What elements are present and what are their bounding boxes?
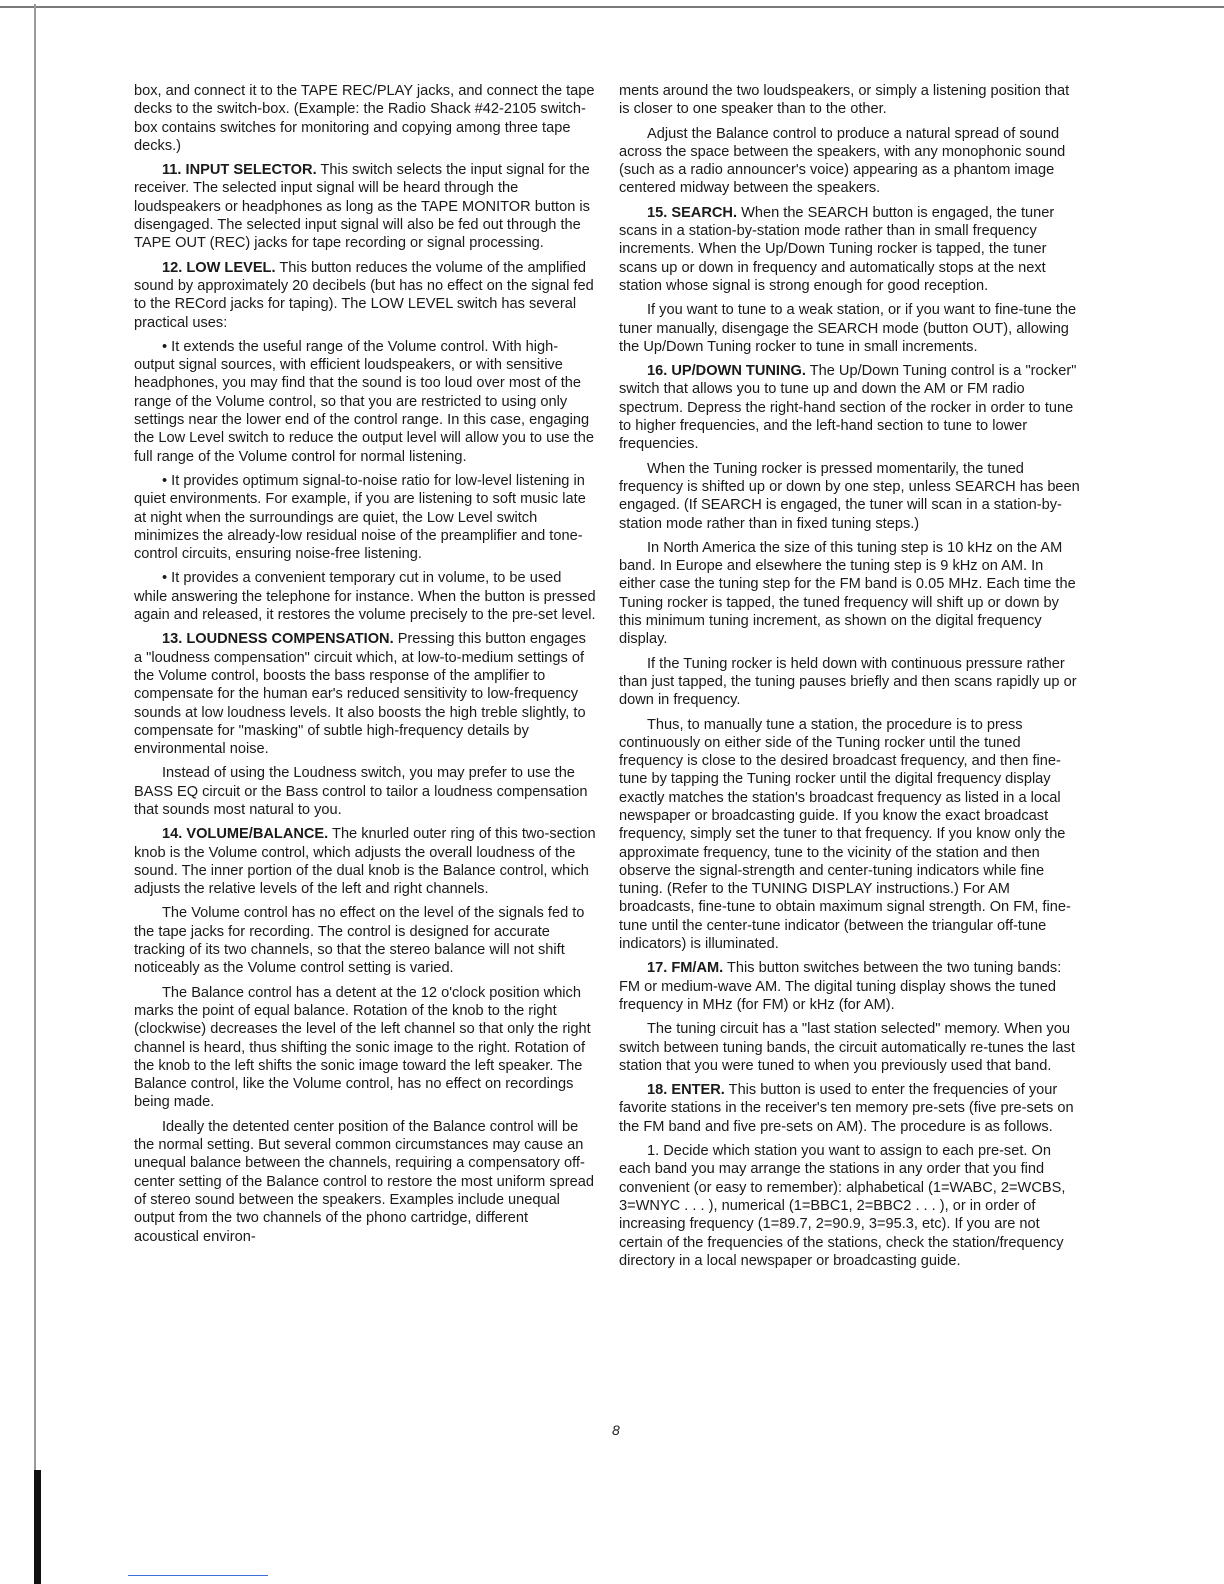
paragraph-text: The knurled outer ring of this two-section knob is the Volume control, which adjusts the overall loudness of the sound. The inner portion of the dual knob is the Balance control, which adjusts the relative levels of the left and right channels. — [134, 826, 596, 898]
paragraph — [134, 569, 596, 624]
paragraph-text: Ideally the detented center position of the Balance control will be the normal setting. But several common circumstances may cause an unequal balance between the channels, requiring a compensatory off-center setting of the Balance control to restore the most uniform spread of stereo sound between the speakers. Examples include unequal output from the two channels of the phono cartridge, different acoustical environ- — [134, 1118, 594, 1245]
paragraph-text: 1. Decide which station you want to assign to each pre-set. On each band you may arrange the stations in any order that you find convenient (or easy to remember): alphabetical (1=WABC, 2=WCBS, 3=WNYC . . . ), numerical (1=BBC1, 2=BBC2 . . . ), or in order of increasing frequency (1=89.7, 2=90.9, 3=95.3, etc). If you are not certain of the frequencies of the stations, check the station/frequency directory in a local newspaper or broadcasting guide. — [619, 1143, 1066, 1269]
paragraph-text: If the Tuning rocker is held down with continuous pressure rather than just tapped, the tuning pauses briefly and then scans rapidly up or down in frequency. — [619, 655, 1077, 709]
paragraph-text: Adjust the Balance control to produce a natural spread of sound across the space between the speakers, with any monophonic sound (such as a radio announcer's voice) appearing as a phantom image centered midway between the speakers. — [619, 125, 1066, 197]
paragraph — [134, 904, 596, 977]
paragraph — [134, 472, 596, 563]
paragraph — [134, 1118, 596, 1246]
paragraph-text: In North America the size of this tuning step is 10 kHz on the AM band. In Europe and elsewhere the tuning step is 9 kHz on AM. In either case the tuning step for the FM band is 0.05 MHz. Each time the Tuning rocker is tapped, the tuned frequency will shift up or down by this minimum tuning increment, as shown on the digital frequency display. — [619, 539, 1076, 648]
paragraph-text: If you want to tune to a weak station, or if you want to fine-tune the tuner manually, disengage the SEARCH mode (button OUT), allowing the Up/Down Tuning rocker to tune in small increments. — [619, 302, 1077, 355]
paragraph-text: ments around the two loudspeakers, or simply a listening position that is closer to one speaker than to the other. — [619, 83, 1070, 118]
section-heading: 11. INPUT SELECTOR. — [162, 162, 317, 179]
paragraph — [619, 1142, 1081, 1270]
paragraph-text: Thus, to manually tune a station, the procedure is to press continuously on either side of the Tuning rocker until the tuned frequency is close to the desired broadcast frequency, and then fine-tune by tapping the Tuning rocker until the digital frequency display exactly matches the station's broadcast frequency as listed in a local newspaper or broadcasting guide. If you know the exact broadcast frequency, simply set the tuner to that frequency. If you know only the approximate frequency, tune to the vicinity of the station and then observe the signal-strength and center-tuning indicators while fine tuning. (Refer to the TUNING DISPLAY instructions.) For AM broadcasts, fine-tune to obtain maximum signal strength. On FM, fine-tune until the center-tune indicator (between the triangular off-tune indicators) is illuminated. — [619, 716, 1071, 953]
section-heading: 14. VOLUME/BALANCE. — [162, 826, 329, 843]
paragraph — [619, 1081, 1081, 1136]
section-heading: 15. SEARCH. — [647, 204, 738, 221]
paragraph — [619, 362, 1081, 453]
paragraph-text: This button is used to enter the frequencies of your favorite stations in the receiver's ten memory pre-sets (five pre-sets on the FM band and five pre-sets on AM). The procedure is as follows. — [619, 1082, 1074, 1135]
paragraph — [134, 630, 596, 758]
paragraph — [619, 82, 1081, 119]
paragraph — [134, 825, 596, 898]
paragraph-text: box, and connect it to the TAPE REC/PLAY jacks, and connect the tape decks to the switch-box. (Example: the Radio Shack #42-2105 switch-box contains switches for monitoring and copying among three tape decks.) — [134, 83, 595, 154]
paragraph-text: When the SEARCH button is engaged, the tuner scans in a station-by-station mode rather than in small frequency increments. When the Up/Down Tuning rocker is tapped, the tuner scans up or down in frequency and automatically stops at the next station whose signal is strong enough for good reception. — [619, 204, 1055, 294]
paragraph — [619, 125, 1081, 198]
paragraph-text: The Balance control has a detent at the 12 o'clock position which marks the point of equal balance. Rotation of the knob to the right (clockwise) decreases the level of the left channel so that only the right channel is heard, thus shifting the sonic image to the right. Rotation of the knob to the left shifts the sonic image toward the left speaker. The Balance control, like the Volume control, has no effect on recordings being made. — [134, 984, 591, 1111]
paragraph-text: The Volume control has no effect on the level of the signals fed to the tape jacks for recording. The control is designed for accurate tracking of its two channels, so that the stereo balance will not shift noticeably as the Volume control setting is varied. — [134, 905, 585, 977]
paragraph — [619, 655, 1081, 710]
paragraph — [619, 959, 1081, 1014]
paragraph — [134, 764, 596, 819]
left-column — [134, 82, 596, 1252]
paragraph-text: Instead of using the Loudness switch, you may prefer to use the BASS EQ circuit or the Bass control to tailor a loudness compensation that sounds most natural to you. — [134, 765, 588, 818]
paragraph-text: When the Tuning rocker is pressed momentarily, the tuned frequency is shifted up or down by one step, unless SEARCH has been engaged. (If SEARCH is engaged, the tuner will scan in a station-by-station mode rather than in fixed tuning steps.) — [619, 460, 1080, 532]
page-number: 8 — [612, 1422, 620, 1438]
paragraph-text: Pressing this button engages a "loudness compensation" circuit which, at low-to-medium settings of the Volume control, boosts the bass response of the amplifier to compensate for the human ear's reduced sensitivity to low-frequency sounds at low loudness levels. It also boosts the high treble slightly, to compensate for "masking" of subtle high-frequency details by environmental noise. — [134, 631, 586, 758]
section-heading: 18. ENTER. — [647, 1082, 725, 1099]
paragraph-text: This button reduces the volume of the amplified sound by approximately 20 decibels (but has no effect on the signal fed to the RECord jacks for taping). The LOW LEVEL switch has several practical uses: — [134, 259, 594, 331]
paragraph — [134, 161, 596, 252]
scan-bottom-mark — [128, 1575, 268, 1576]
scan-binding-shadow — [34, 1470, 41, 1584]
paragraph-text: This switch selects the input signal for the receiver. The selected input signal will be heard through the loudspeakers or headphones as long as the TAPE MONITOR button is disengaged. The selected input signal will also be fed out through the TAPE OUT (REC) jacks for tape recording or signal processing. — [134, 162, 590, 252]
paragraph — [134, 259, 596, 332]
paragraph — [134, 984, 596, 1112]
paragraph-text: This button switches between the two tuning bands: FM or medium-wave AM. The digital tuning display shows the tuned frequency in MHz (for FM) or kHz (for AM). — [619, 960, 1062, 1013]
paragraph-text: • It extends the useful range of the Volume control. With high-output signal sources, with efficient loudspeakers, or with sensitive headphones, you may find that the sound is too loud over most of the range of the Volume control, so that you are restricted to using only settings near the lower end of the control range. In this case, engaging the Low Level switch to reduce the output level will allow you to use the full range of the Volume control for normal listening. — [134, 338, 594, 465]
paragraph — [134, 82, 596, 155]
paragraph-text: • It provides a convenient temporary cut in volume, to be used while answering the telephone for instance. When the button is pressed again and released, it restores the volume precisely to the pre-set level. — [134, 570, 596, 624]
section-heading: 16. UP/DOWN TUNING. — [647, 363, 806, 380]
section-heading: 12. LOW LEVEL. — [162, 259, 276, 276]
paragraph — [619, 539, 1081, 649]
paragraph — [619, 1020, 1081, 1075]
paragraph-text: The Up/Down Tuning control is a "rocker" switch that allows you to tune up and down the AM or FM radio spectrum. Depress the right-hand section of the rocker in order to tune to higher frequencies, and the left-hand section to tune to lower frequencies. — [619, 363, 1077, 453]
paragraph-text: The tuning circuit has a "last station selected" memory. When you switch between tuning bands, the circuit automatically re-tunes the last station that you were tuned to when you previously used that band. — [619, 1021, 1075, 1074]
section-heading: 13. LOUDNESS COMPENSATION. — [162, 631, 394, 648]
paragraph — [619, 301, 1081, 356]
paragraph — [619, 204, 1081, 295]
paragraph-text: • It provides optimum signal-to-noise ratio for low-level listening in quiet environments. For example, if you are listening to soft music late at night when the surroundings are quiet, the Low Level switch minimizes the already-low residual noise of the preamplifier and tone-control circuits, ensuring noise-free listening. — [134, 472, 586, 563]
paragraph — [619, 460, 1081, 533]
paragraph — [134, 338, 596, 466]
scan-top-rule — [0, 6, 1224, 8]
scan-left-edge — [34, 4, 36, 1584]
right-column — [619, 82, 1081, 1276]
section-heading: 17. FM/AM. — [647, 960, 724, 977]
paragraph — [619, 716, 1081, 954]
